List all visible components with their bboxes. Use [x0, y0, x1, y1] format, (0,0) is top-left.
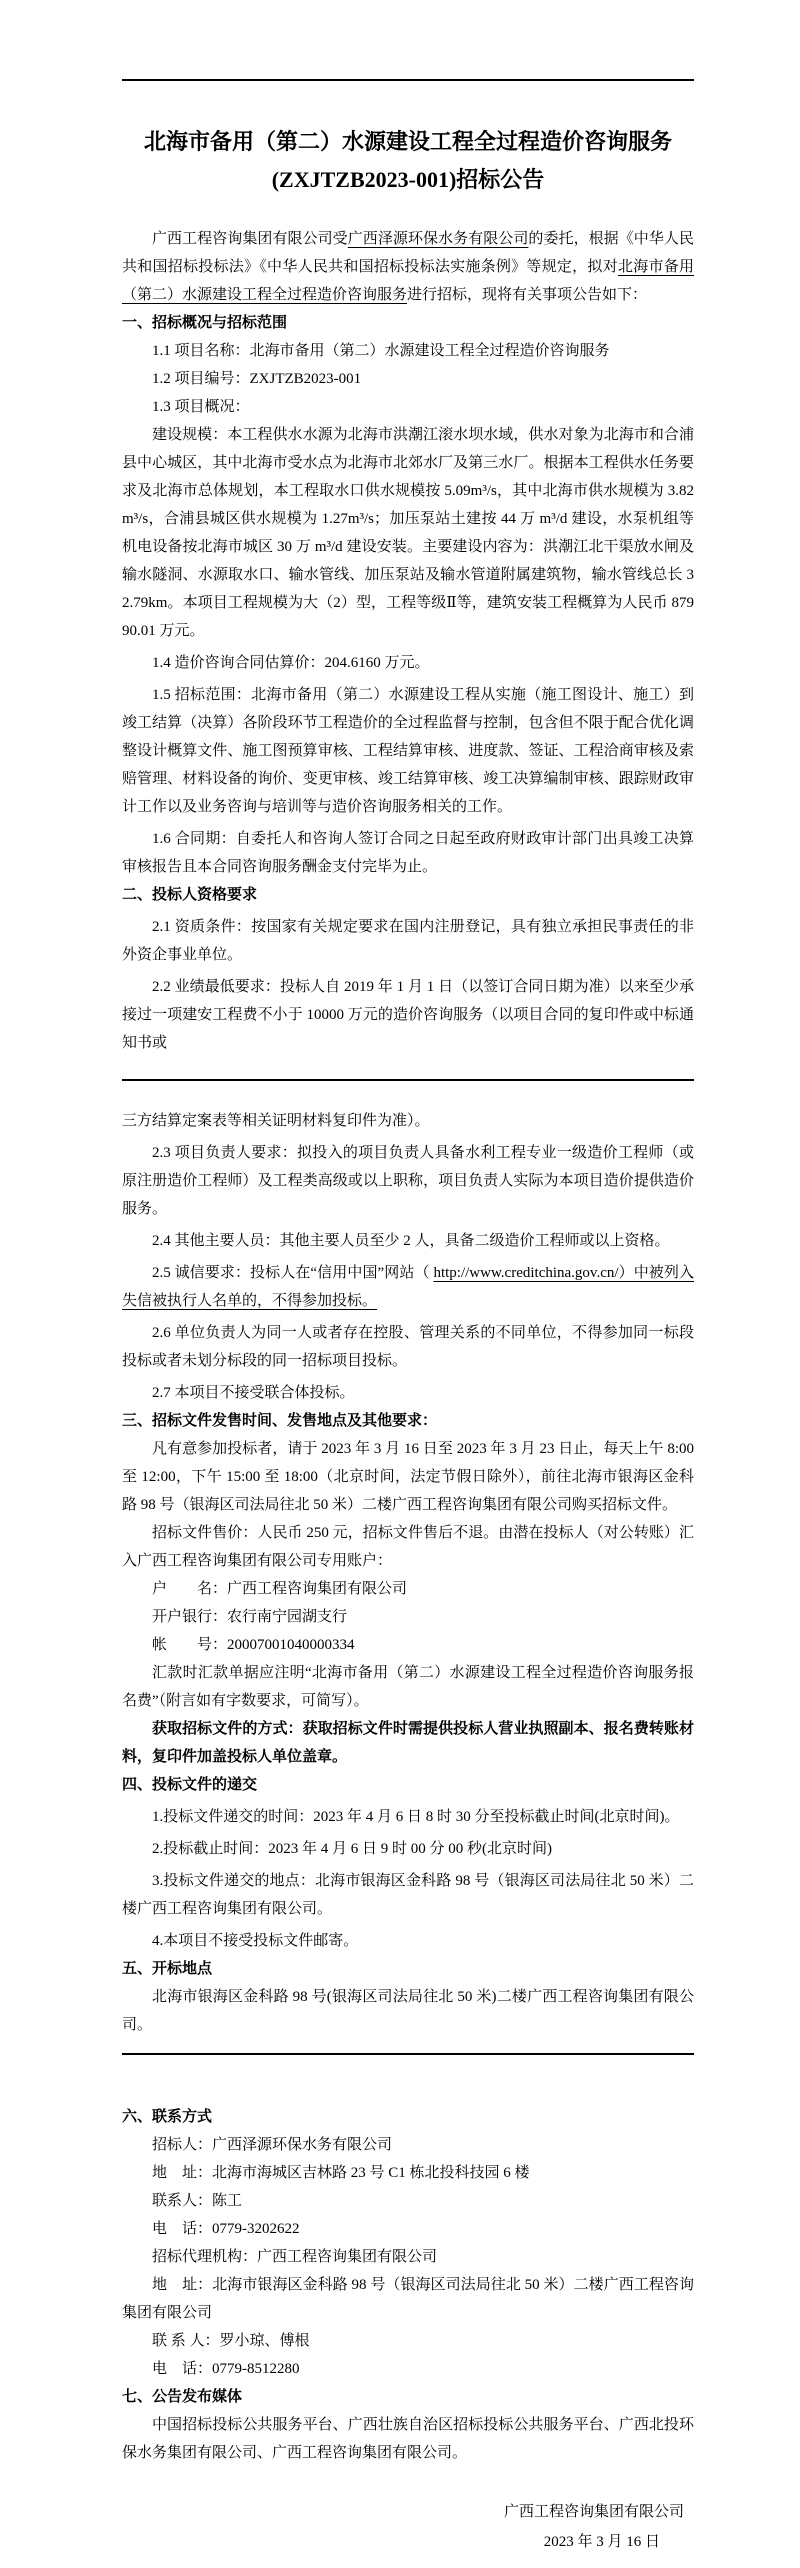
submission-place-item: 3.投标文件递交的地点：北海市银海区金科路 98 号（银海区司法局往北 50 米）二楼广西工程咨询集团有限公司。	[122, 1873, 694, 1917]
obtain-documents-paragraph: 获取招标文件的方式：获取招标文件时需提供投标人营业执照副本、报名费转账材料，复印件加盖投标人单位盖章。	[122, 1721, 694, 1765]
signature-block	[122, 2497, 694, 2557]
project-name-underlined: 北海市备用（第二）水源建设工程全过程造价咨询服务	[122, 259, 694, 303]
tenderee-address-line: 地 址：北海市海城区吉林路 23 号 C1 栋北投科技园 6 楼	[152, 2165, 530, 2181]
item-2-5-text: 2.5 诚信要求：投标人在“信用中国”网站（	[152, 1265, 434, 1281]
item-2-3-project-leader: 2.3 项目负责人要求：拟投入的项目负责人具备水利工程专业一级造价工程师（或原注册造价工程师）及工程类高级或以上职称，项目负责人实际为本项目造价提供造价服务。	[122, 1145, 694, 1217]
section-2-heading: 二、投标人资格要求	[122, 887, 258, 903]
intro-text-3: 进行招标，现将有关事项公告如下：	[407, 287, 648, 303]
item-2-2-performance-part1: 2.2 业绩最低要求：投标人自 2019 年 1 月 1 日（以签订合同日期为准）以来至少承接过一项建安工程费不小于 10000 万元的造价咨询服务（以项目合同的复印件或中标通知书或	[122, 979, 694, 1051]
creditchina-link[interactable]: http://www.creditchina.gov.cn/）中被列入失信被执行人名单的，不得参加投标。	[122, 1265, 694, 1309]
item-1-6-contract-period: 1.6 合同期：自委托人和咨询人签订合同之日起至政府财政审计部门出具竣工决算审核报告且本合同咨询服务酬金支付完毕为止。	[122, 831, 694, 875]
no-mail-item: 4.本项目不接受投标文件邮寄。	[152, 1933, 359, 1949]
title-line-2: (ZXJTZB2023-001)招标公告	[271, 167, 545, 192]
document-sale-time-paragraph: 凡有意参加投标者，请于 2023 年 3 月 16 日至 2023 年 3 月 23 日止，每天上午 8:00 至 12:00，下午 15:00 至 18:00（北京时间，法定节假日除外），前往北海市银海区金科路 98 号（银海区司法局往北 50 米）二楼广西工程咨询集团有限公司购买招标文件。	[122, 1441, 694, 1513]
bank-line: 开户银行：农行南宁园湖支行	[152, 1609, 348, 1625]
item-1-1-project-name: 1.1 项目名称：北海市备用（第二）水源建设工程全过程造价咨询服务	[152, 343, 610, 359]
item-2-6-same-leader-rule: 2.6 单位负责人为同一人或者存在控股、管理关系的不同单位，不得参加同一标段投标或者未划分标段的同一招标项目投标。	[122, 1325, 694, 1369]
section-4-heading: 四、投标文件的递交	[122, 1777, 258, 1793]
agency-address-line: 地 址：北海市银海区金科路 98 号（银海区司法局往北 50 米）二楼广西工程咨询集团有限公司	[122, 2277, 694, 2321]
tenderee-name-underlined: 广西泽源环保水务有限公司	[347, 231, 529, 247]
deadline-item: 2.投标截止时间：2023 年 4 月 6 日 9 时 00 分 00 秒(北京时间)	[152, 1841, 552, 1857]
item-1-5-tender-scope: 1.5 招标范围：北海市备用（第二）水源建设工程从实施（施工图设计、施工）到竣工结算（决算）各阶段环节工程造价的全过程监督与控制，包含但不限于配合优化调整设计概算文件、施工图预算审核、工程结算审核、进度款、签证、工程洽商审核及索赔管理、材料设备的询价、变更审核、竣工结算审核、竣工决算编制审核、跟踪财政审计工作以及业务咨询与培训等与造价咨询服务相关的工作。	[122, 687, 694, 815]
item-2-2-performance-part2: 三方结算定案表等相关证明材料复印件为准）。	[122, 1113, 430, 1129]
document-price-paragraph: 招标文件售价：人民币 250 元，招标文件售后不退。由潜在投标人（对公转账）汇入广西工程咨询集团有限公司专用账户：	[122, 1525, 694, 1569]
item-1-3-project-overview: 1.3 项目概况：	[152, 399, 250, 415]
account-number-line: 帐 号：20007001040000334	[152, 1637, 355, 1653]
tender-announcement-document	[0, 79, 800, 2557]
publication-media-paragraph: 中国招标投标公共服务平台、广西壮族自治区招标投标公共服务平台、广西北投环保水务集团有限公司、广西工程咨询集团有限公司。	[122, 2417, 694, 2461]
agency-phone-line: 电 话：0779-8512280	[152, 2361, 300, 2377]
page-divider-1	[122, 1079, 694, 1081]
intro-text-2: 的委托，根据《中华人民共和国招标投标法》《中华人民共和国招标投标法实施条例》等规定，拟对	[122, 231, 694, 275]
page-divider-2	[122, 2053, 694, 2055]
tenderee-contact-line: 联系人：陈工	[152, 2193, 243, 2209]
section-6-heading: 六、联系方式	[122, 2109, 213, 2125]
item-2-4-other-staff: 2.4 其他主要人员：其他主要人员至少 2 人，具备二级造价工程师或以上资格。	[152, 1233, 670, 1249]
item-2-5-credit-requirement	[122, 1259, 694, 1315]
account-name-line: 户 名：广西工程咨询集团有限公司	[152, 1581, 408, 1597]
submission-time-item: 1.投标文件递交的时间：2023 年 4 月 6 日 8 时 30 分至投标截止时间(北京时间)。	[152, 1809, 680, 1825]
header-rule	[122, 79, 694, 81]
agency-contact-line: 联 系 人：罗小琼、傅根	[152, 2333, 310, 2349]
signature-company: 广西工程咨询集团有限公司	[503, 2504, 684, 2520]
item-1-2-project-number: 1.2 项目编号：ZXJTZB2023-001	[152, 371, 362, 387]
section-5-heading: 五、开标地点	[122, 1961, 213, 1977]
item-1-4-estimated-price: 1.4 造价咨询合同估算价：204.6160 万元。	[152, 655, 430, 671]
bid-opening-venue: 北海市银海区金科路 98 号(银海区司法局往北 50 米)二楼广西工程咨询集团有限公司。	[122, 1989, 694, 2033]
item-2-7-no-consortium: 2.7 本项目不接受联合体投标。	[152, 1385, 355, 1401]
remittance-note-paragraph: 汇款时汇款单据应注明“北海市备用（第二）水源建设工程全过程造价咨询服务报名费”（附言如有字数要求，可简写）。	[122, 1665, 694, 1709]
item-2-1-qualification: 2.1 资质条件：按国家有关规定要求在国内注册登记，具有独立承担民事责任的非外资企事业单位。	[122, 919, 694, 963]
intro-paragraph	[122, 225, 694, 309]
tenderee-phone-line: 电 话：0779-3202622	[152, 2221, 300, 2237]
tenderee-line: 招标人：广西泽源环保水务有限公司	[152, 2137, 393, 2153]
section-3-heading: 三、招标文件发售时间、发售地点及其他要求：	[122, 1413, 438, 1429]
section-1-heading: 一、招标概况与招标范围	[122, 315, 288, 331]
intro-text-1: 广西工程咨询集团有限公司受	[152, 231, 348, 247]
document-title	[122, 123, 694, 199]
construction-scale-paragraph: 建设规模：本工程供水水源为北海市洪潮江滚水坝水域，供水对象为北海市和合浦县中心城区，其中北海市受水点为北海市北郊水厂及第三水厂。根据本工程供水任务要求及北海市总体规划，本工程取水口供水规模按 5.09m³/s，其中北海市供水规模为 3.82m³/s，合浦县城区供水规模为 1.27m³/s；加压泵站土建按 44 万 m³/d 建设，水泵机组等机电设备按北海市城区 30 万 m³/d 建设安装。主要建设内容为：洪潮江北干渠放水闸及输水隧洞、水源取水口、输水管线、加压泵站及输水管道附属建筑物，输水管线总长 32.79km。本项目工程规模为大（2）型，工程等级Ⅱ等，建筑安装工程概算为人民币 87990.01 万元。	[122, 427, 694, 639]
title-line-1: 北海市备用（第二）水源建设工程全过程造价咨询服务	[143, 129, 672, 154]
section-7-heading: 七、公告发布媒体	[122, 2389, 243, 2405]
agency-line: 招标代理机构：广西工程咨询集团有限公司	[152, 2249, 438, 2265]
signature-date: 2023 年 3 月 16 日	[543, 2534, 660, 2550]
